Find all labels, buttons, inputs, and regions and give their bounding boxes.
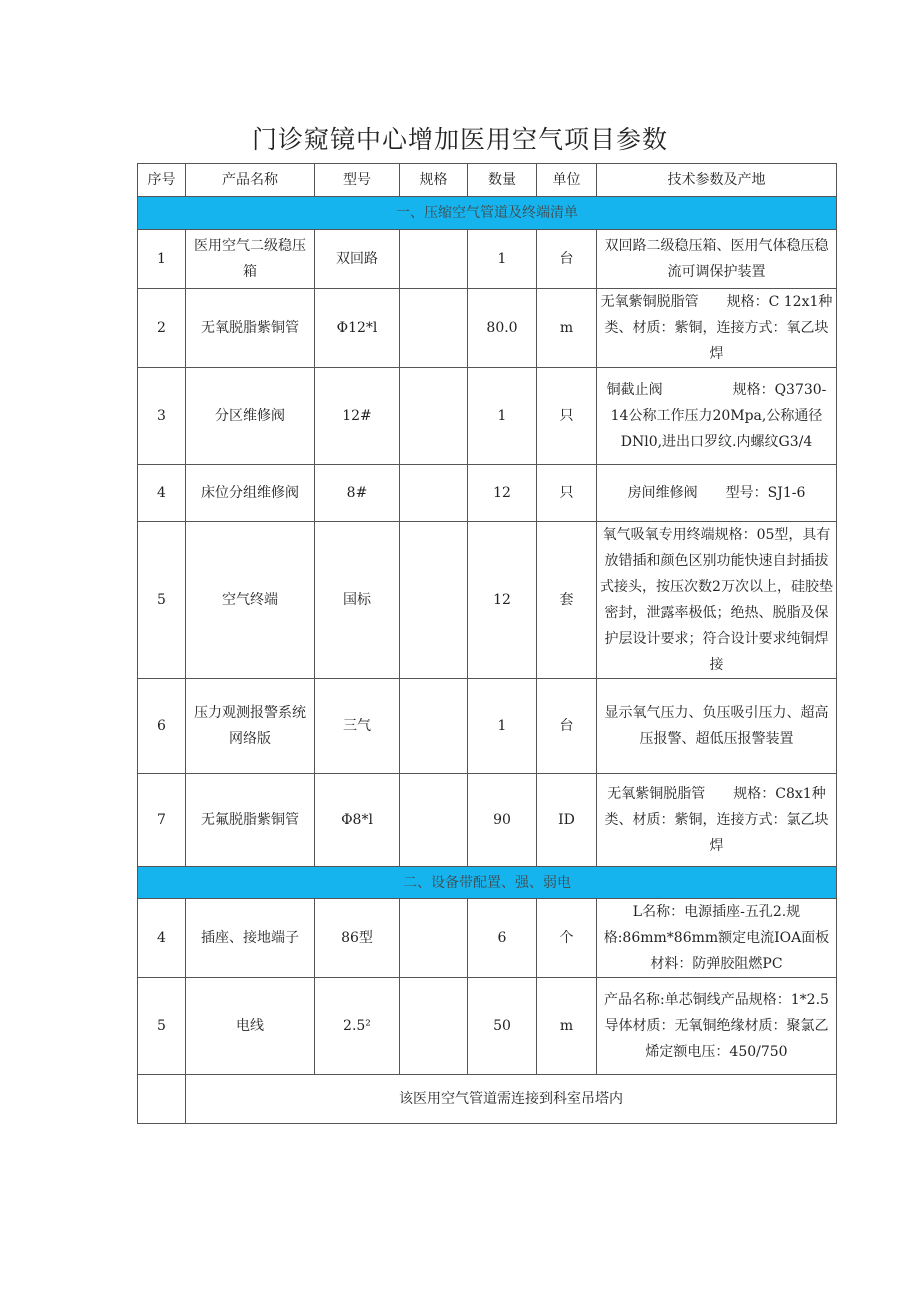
note-empty-cell <box>138 1075 186 1124</box>
product-name: 压力观测报警系统网络版 <box>186 679 315 774</box>
table-header-row <box>138 164 837 197</box>
unit: 只 <box>537 368 597 465</box>
quantity: 90 <box>468 774 537 867</box>
row-number: 3 <box>138 368 186 465</box>
unit: 个 <box>537 899 597 978</box>
row-number: 7 <box>138 774 186 867</box>
unit: 套 <box>537 522 597 679</box>
unit: 台 <box>537 679 597 774</box>
unit: 只 <box>537 465 597 522</box>
table-row <box>138 899 837 978</box>
spec <box>400 899 468 978</box>
table-note: 该医用空气管道需连接到科室吊塔内 <box>186 1075 837 1124</box>
row-number: 5 <box>138 522 186 679</box>
row-number: 1 <box>138 230 186 289</box>
row-number: 6 <box>138 679 186 774</box>
header-cell: 产品名称 <box>186 164 315 197</box>
spec <box>400 522 468 679</box>
quantity: 12 <box>468 465 537 522</box>
tech-params: 无氧紫铜脱脂管 规格：C8x1种类、材质：紫铜，连接方式：氯乙块焊 <box>597 774 837 867</box>
quantity: 12 <box>468 522 537 679</box>
tech-params: 铜截止阀 规格：Q3730-14公称工作压力20Mpa,公称通径DNl0,进出口罗纹.内螺纹G3/4 <box>597 368 837 465</box>
unit: 台 <box>537 230 597 289</box>
tech-params: 无氧紫铜脱脂管 规格：C 12x1种类、材质：紫铜，连接方式：氧乙块焊 <box>597 289 837 368</box>
spec <box>400 368 468 465</box>
row-number: 4 <box>138 899 186 978</box>
table-row <box>138 774 837 867</box>
row-number: 2 <box>138 289 186 368</box>
spec <box>400 679 468 774</box>
row-number: 4 <box>138 465 186 522</box>
spec <box>400 978 468 1075</box>
model: 12# <box>315 368 400 465</box>
tech-params: 房间维修阀 型号：SJ1-6 <box>597 465 837 522</box>
model: 三气 <box>315 679 400 774</box>
model: 8# <box>315 465 400 522</box>
spec <box>400 230 468 289</box>
table-row <box>138 522 837 679</box>
product-name: 医用空气二级稳压箱 <box>186 230 315 289</box>
product-name: 分区维修阀 <box>186 368 315 465</box>
table-row <box>138 368 837 465</box>
product-name: 插座、接地端子 <box>186 899 315 978</box>
spec <box>400 465 468 522</box>
unit: ID <box>537 774 597 867</box>
product-name: 无氧脱脂紫铜管 <box>186 289 315 368</box>
page-title: 门诊窥镜中心增加医用空气项目参数 <box>251 125 668 154</box>
quantity: 50 <box>468 978 537 1075</box>
model: Φ8*l <box>315 774 400 867</box>
model: 2.5² <box>315 978 400 1075</box>
quantity: 6 <box>468 899 537 978</box>
table-row <box>138 978 837 1075</box>
section-row <box>138 197 837 230</box>
header-cell: 单位 <box>537 164 597 197</box>
tech-params: 双回路二级稳压箱、医用气体稳压稳流可调保护装置 <box>597 230 837 289</box>
tech-params: L名称：电源插座-五孔2.规格:86mm*86mm额定电流IOA面板材料：防弹胶阻燃PC <box>597 899 837 978</box>
header-cell: 序号 <box>138 164 186 197</box>
parameter-table <box>137 163 837 1124</box>
spec <box>400 289 468 368</box>
product-name: 电线 <box>186 978 315 1075</box>
unit: m <box>537 289 597 368</box>
row-number: 5 <box>138 978 186 1075</box>
quantity: 80.0 <box>468 289 537 368</box>
section-label: 一、压缩空气管道及终端清单 <box>138 197 837 230</box>
table-row <box>138 230 837 289</box>
tech-params: 产品名称:单芯铜线产品规格：1*2.5导体材质：无氧铜绝缘材质：聚氯乙烯定额电压：450/750 <box>597 978 837 1075</box>
model: 86型 <box>315 899 400 978</box>
quantity: 1 <box>468 679 537 774</box>
header-cell: 技术参数及产地 <box>597 164 837 197</box>
header-cell: 型号 <box>315 164 400 197</box>
table-row <box>138 679 837 774</box>
quantity: 1 <box>468 368 537 465</box>
note-row <box>138 1075 837 1124</box>
table-row <box>138 289 837 368</box>
product-name: 床位分组维修阀 <box>186 465 315 522</box>
section-row <box>138 867 837 899</box>
product-name: 空气终端 <box>186 522 315 679</box>
spec <box>400 774 468 867</box>
model: 国标 <box>315 522 400 679</box>
model: 双回路 <box>315 230 400 289</box>
tech-params: 显示氧气压力、负压吸引压力、超高压报警、超低压报警装置 <box>597 679 837 774</box>
tech-params: 氧气吸氧专用终端规格：05型，具有放错插和颜色区别功能快速自封插拔式接头，按压次数2万次以上，硅胶垫密封，泄露率极低；绝热、脱脂及保护层设计要求；符合设计要求纯铜焊接 <box>597 522 837 679</box>
product-name: 无氟脱脂紫铜管 <box>186 774 315 867</box>
section-label: 二、设备带配置、强、弱电 <box>138 867 837 899</box>
unit: m <box>537 978 597 1075</box>
header-cell: 规格 <box>400 164 468 197</box>
table-row <box>138 465 837 522</box>
model: Φ12*l <box>315 289 400 368</box>
quantity: 1 <box>468 230 537 289</box>
header-cell: 数量 <box>468 164 537 197</box>
